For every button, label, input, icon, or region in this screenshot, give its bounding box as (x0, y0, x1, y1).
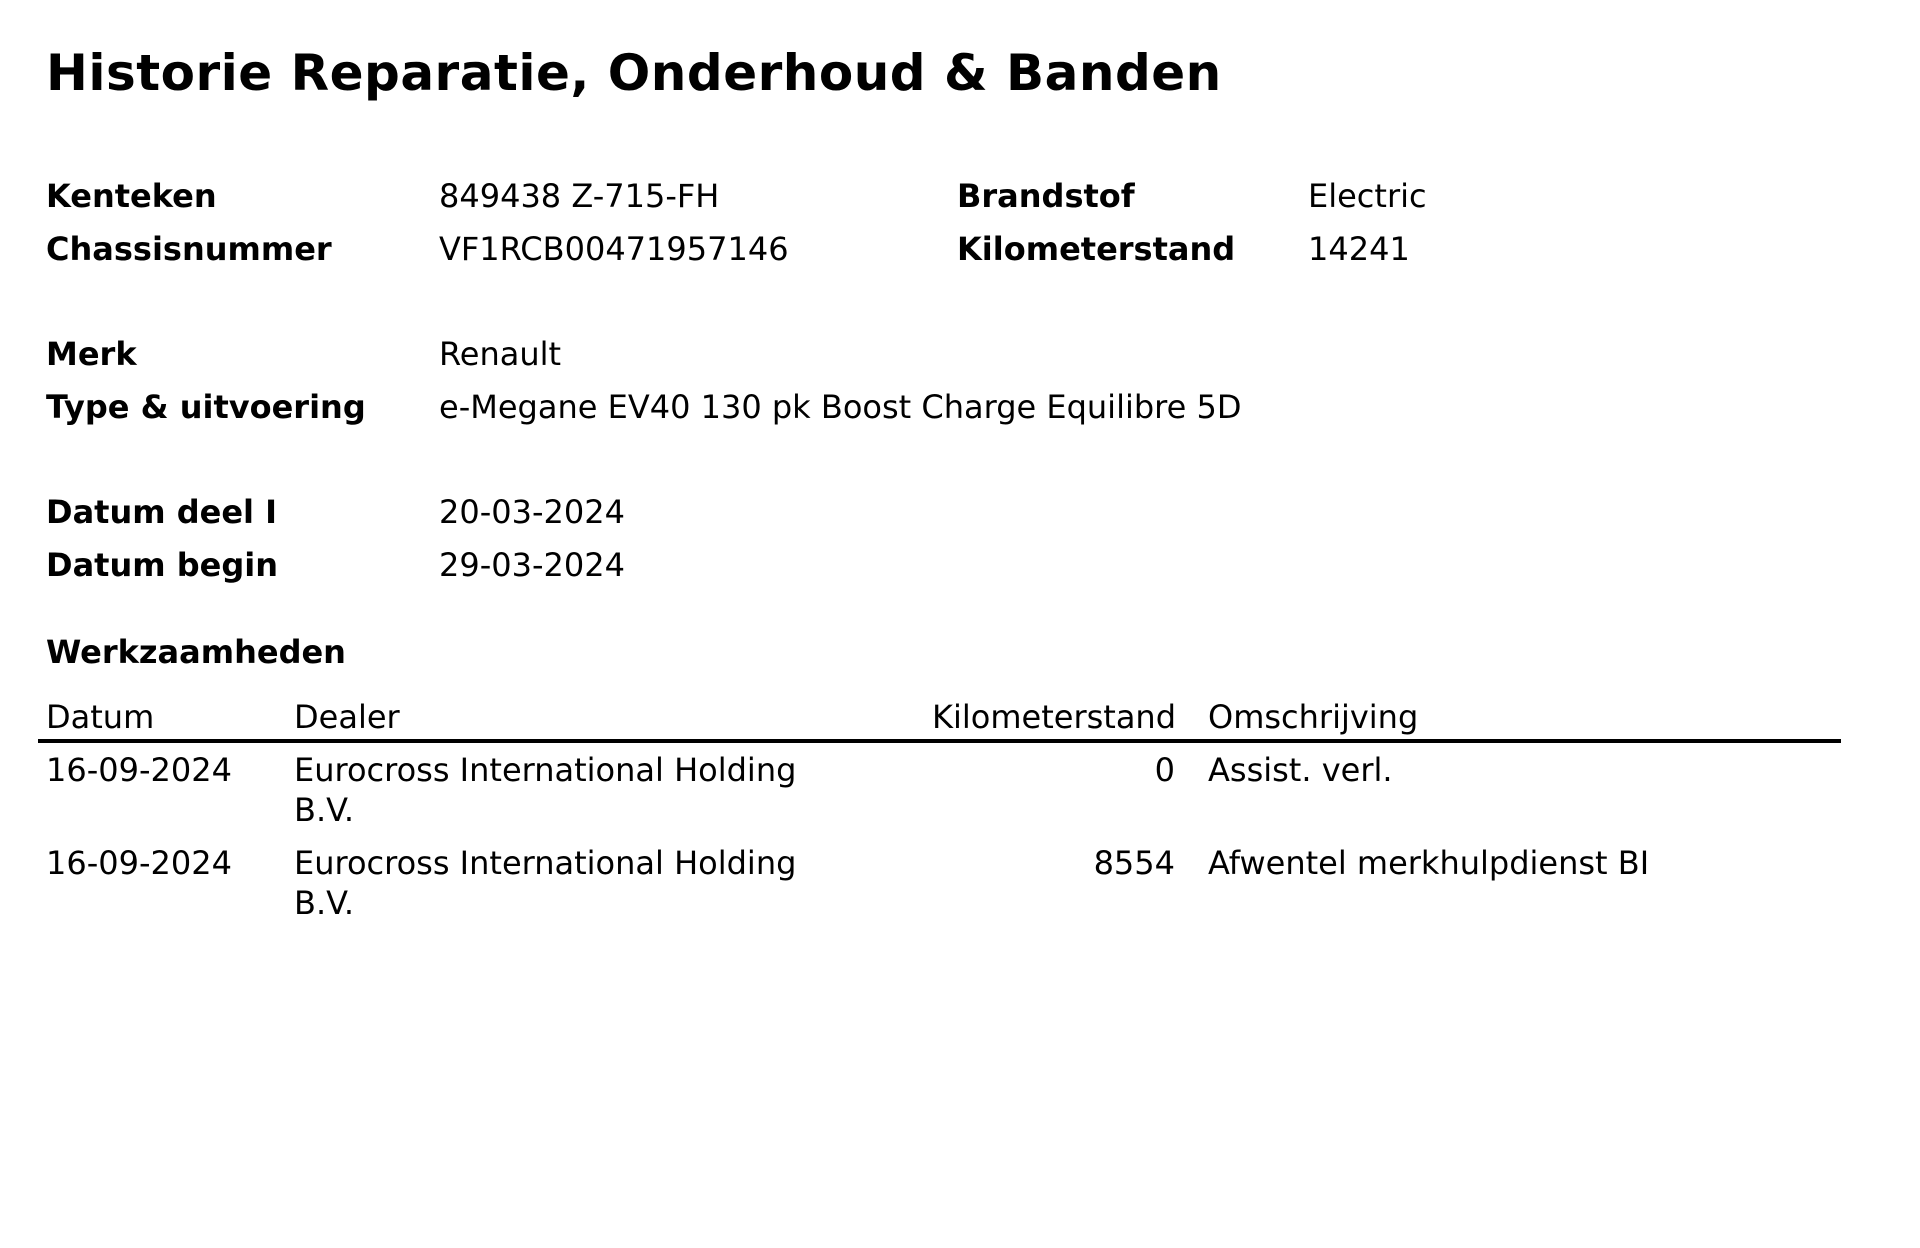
kenteken-value: 849438 Z-715-FH (439, 177, 720, 215)
row-dealer: Eurocross International Holding B.V. (294, 844, 797, 922)
merk-label: Merk (46, 335, 137, 373)
datum-begin-value: 29-03-2024 (439, 546, 625, 584)
table-header-divider (38, 739, 1841, 743)
row-dealer: Eurocross International Holding B.V. (294, 751, 797, 829)
row-omschrijving: Afwentel merkhulpdienst BI (1208, 844, 1650, 882)
kilometerstand-label: Kilometerstand (957, 230, 1236, 268)
kenteken-label: Kenteken (46, 177, 217, 215)
type-uitvoering-value: e-Megane EV40 130 pk Boost Charge Equilibre 5D (439, 388, 1242, 426)
column-header-datum: Datum (46, 698, 155, 736)
column-header-omschrijving: Omschrijving (1208, 698, 1419, 736)
row-kilometerstand: 0 (1154, 751, 1175, 789)
datum-begin-label: Datum begin (46, 546, 278, 584)
row-omschrijving: Assist. verl. (1208, 751, 1393, 789)
merk-value: Renault (439, 335, 562, 373)
row-datum: 16-09-2024 (46, 844, 232, 882)
row-datum: 16-09-2024 (46, 751, 232, 789)
brandstof-value: Electric (1308, 177, 1427, 215)
type-uitvoering-label: Type & uitvoering (46, 388, 366, 426)
chassisnummer-label: Chassisnummer (46, 230, 332, 268)
column-header-kilometerstand: Kilometerstand (932, 698, 1177, 736)
row-kilometerstand: 8554 (1093, 844, 1175, 882)
kilometerstand-value: 14241 (1308, 230, 1410, 268)
chassisnummer-value: VF1RCB00471957146 (439, 230, 789, 268)
column-header-dealer: Dealer (294, 698, 400, 736)
datum-deel-value: 20-03-2024 (439, 493, 625, 531)
page-title: Historie Reparatie, Onderhoud & Banden (46, 44, 1222, 102)
datum-deel-label: Datum deel I (46, 493, 278, 531)
werkzaamheden-heading: Werkzaamheden (46, 633, 346, 671)
brandstof-label: Brandstof (957, 177, 1135, 215)
